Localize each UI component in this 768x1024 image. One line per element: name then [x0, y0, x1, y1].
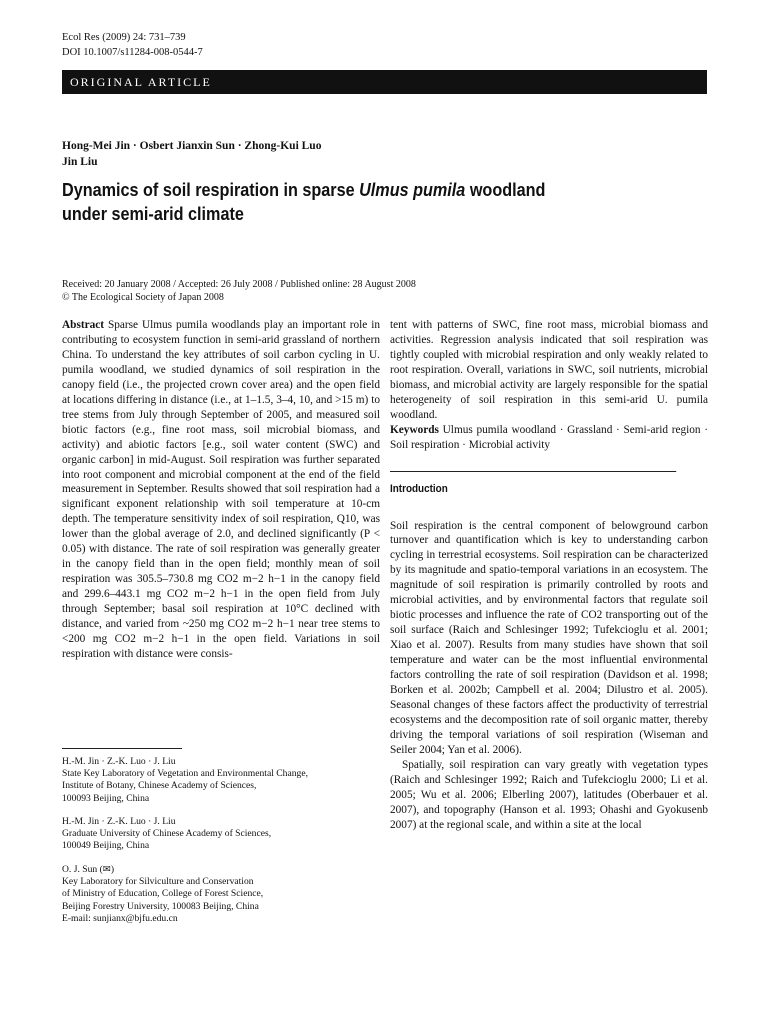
- dates-line: Received: 20 January 2008 / Accepted: 26 July 2008 / Published online: 28 August 2008: [62, 279, 416, 290]
- keywords-paragraph: [390, 423, 708, 453]
- journal-reference: [62, 30, 203, 60]
- article-type-banner: ORIGINAL ARTICLE: [62, 70, 707, 94]
- publication-dates: [62, 278, 416, 304]
- left-column: [62, 318, 380, 662]
- affiliation-1: [62, 756, 382, 805]
- keywords-text: Ulmus pumila woodland · Grassland · Semi-arid region · Soil respiration · Microbial activity: [390, 423, 708, 451]
- affiliation-1-line: State Key Laboratory of Vegetation and Environmental Change,: [62, 768, 308, 780]
- affiliation-3: [62, 864, 382, 925]
- affiliation-1-names: H.-M. Jin · Z.-K. Luo · J. Liu: [62, 756, 176, 767]
- author-list: [62, 138, 321, 170]
- abstract-label: Abstract: [62, 319, 105, 331]
- copyright-line: © The Ecological Society of Japan 2008: [62, 292, 224, 303]
- title-line-2: under semi-arid climate: [62, 204, 244, 224]
- affiliation-2-line: 100049 Beijing, China: [62, 840, 150, 852]
- introduction-heading-text: Introduction: [390, 482, 448, 495]
- affiliation-3-line: Key Laboratory for Silviculture and Conservation: [62, 876, 254, 888]
- affiliation-2-line: Graduate University of Chinese Academy of Sciences,: [62, 828, 272, 840]
- journal-citation: Ecol Res (2009) 24: 731–739: [62, 32, 186, 43]
- affiliation-3-line: Beijing Forestry University, 100083 Beijing, China: [62, 900, 259, 912]
- doi: DOI 10.1007/s11284-008-0544-7: [62, 47, 203, 58]
- abstract-text-left: Sparse Ulmus pumila woodlands play an important role in contributing to ecosystem function in semi-arid grassland of northern China. To understand the key attributes of soil carbon cycling in U. pumila woodland, we studied dynamics of soil respiration in the canopy field (i.e., the projected crown cover area) and the open field at locations differing in distance (i.e., at 1–1.5, 3–4, 10, and >15 m) to tree stems from July through September of 2005, and measured soil biotic factors (e.g., fine root mass, soil microbial biomass, and activity) and abiotic factors [e.g., soil water content (SWC) and organic carbon] in mid-August. Soil respiration was further separated into root component and microbial component at the end of the field measurement in September. Results showed that soil respiration had a significant exponent relationship with soil temperature at 10-cm depth. The temperature sensitivity index of soil respiration, Q10, was lower than the global average of 2.0, and declined significantly (P < 0.05) with distance. The rate of soil respiration was generally greater in the canopy field than in the open field; monthly mean of soil respiration was 305.5–730.8 mg CO2 m−2 h−1 in the canopy field and 299.6–443.1 mg CO2 m−2 h−1 in the open field from July through September; basal soil respiration at 10°C declined with distance, and varied from ~250 mg CO2 m−2 h−1 near tree stems to <200 mg CO2 m−2 h−1 in the open field. Variations in soil respiration with distance were consis-: [62, 319, 380, 660]
- section-rule: [390, 471, 676, 472]
- right-column: [390, 318, 708, 833]
- introduction-heading: [390, 471, 676, 497]
- affiliation-2: [62, 816, 382, 853]
- title-species: Ulmus pumila: [359, 180, 466, 200]
- authors-line-1: Hong-Mei Jin · Osbert Jianxin Sun · Zhong-Kui Luo: [62, 140, 322, 152]
- introduction-paragraph-2: Spatially, soil respiration can vary greatly with vegetation types (Raich and Schlesinger 1992; Raich and Tufekcioglu 2000; Li et al. 2005; Wu et al. 2006; Elberling 2007), latitudes (Oberbauer et al. 2007), and topography (Hanson et al. 1993; Ohashi and Gyokusenb 2007) at the regional scale, and within a site at the local: [390, 758, 708, 831]
- affiliation-1-line: 100093 Beijing, China: [62, 792, 150, 804]
- affiliation-2-names: H.-M. Jin · Z.-K. Luo · J. Liu: [62, 816, 176, 827]
- introduction-paragraph-1: Soil respiration is the central component of belowground carbon turnover and quantification which is key to understanding carbon cycling in terrestrial ecosystems. Soil respiration can be characterized by its magnitude and spatio-temporal variations in an ecosystem. The magnitude of soil respiration is primarily controlled by roots and microbial activities, and by environmental factors that regulate soil biotic processes and influence the rate of CO2 transporting out of the soil surface (Raich and Schlesinger 1992; Tufekcioglu et al. 2001; Xiao et al. 2007). Results from many studies have shown that soil temperature and water can be the most influential environmental factors controlling the rate of soil respiration (Davidson et al. 1998; Borken et al. 2002b; Campbell et al. 2004; Dilustro et al. 2005). Seasonal changes of these factors affect the productivity of terrestrial ecosystems and the decomposition rate of soil organic matter, thereby driving the temporal variations of soil respiration (Wiseman and Seiler 2004; Yan et al. 2006).: [390, 519, 708, 756]
- title-part-1: Dynamics of soil respiration in sparse: [62, 180, 360, 200]
- corresponding-email[interactable]: E-mail: sunjianx@bjfu.edu.cn: [62, 912, 178, 924]
- keywords-label: Keywords: [390, 423, 439, 436]
- article-title: [62, 178, 643, 226]
- affiliation-3-names: O. J. Sun (✉): [62, 864, 115, 875]
- affiliation-divider: [62, 748, 182, 749]
- affiliation-3-line: of Ministry of Education, College of Forest Science,: [62, 888, 264, 900]
- affiliation-1-line: Institute of Botany, Chinese Academy of Sciences,: [62, 780, 257, 792]
- abstract-paragraph: [62, 318, 380, 662]
- authors-line-2: Jin Liu: [62, 156, 98, 168]
- title-part-2: woodland: [465, 180, 546, 200]
- abstract-continuation: tent with patterns of SWC, fine root mass, microbial biomass and activities. Regression analysis indicated that soil respiration was tightly coupled with microbial respiration and only weakly related to root respiration. Overall, variations in SWC, soil nutrients, microbial biomass, and microbial activity are largely responsible for the spatial heterogeneity of soil respiration in this semi-arid U. pumila woodland.: [390, 319, 708, 421]
